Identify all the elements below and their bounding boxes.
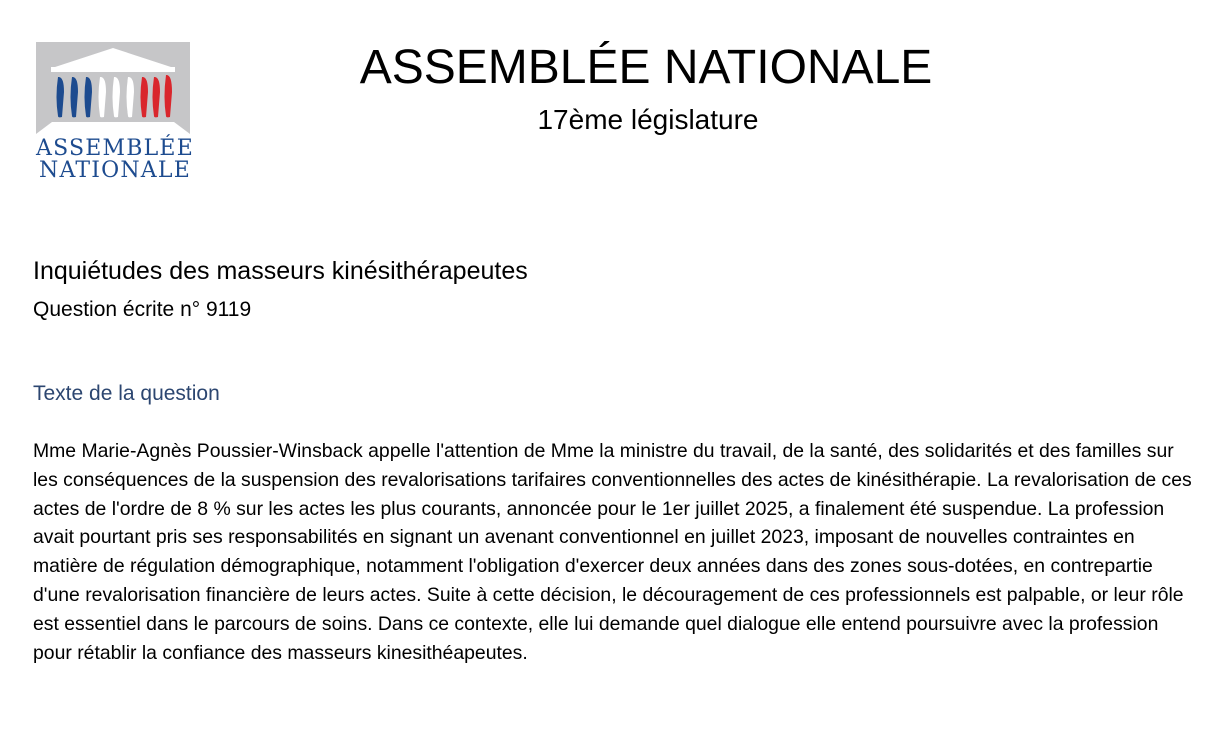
logo-wordmark	[35, 138, 195, 182]
legislature-subtitle: 17ème législature	[537, 104, 759, 135]
page-title: ASSEMBLÉE NATIONALE	[359, 41, 933, 94]
section-heading-question-text: Texte de la question	[33, 382, 220, 405]
question-body-text: Mme Marie-Agnès Poussier-Winsback appelle l'attention de Mme la ministre du travail, de la santé, des solidarités et des familles sur les conséquences de la suspension des revalorisations tarifaires conventionnelles des actes de kinésithérapie. La revalorisation de ces actes de l'ordre de 8 % sur les actes les plus courants, annoncée pour le 1er juillet 2025, a finalement été suspendue. La profession avait pourtant pris ses responsabilités en signant un avenant conventionnel en juillet 2023, imposant de nouvelles contraintes en matière de régulation démographique, notamment l'obligation d'exercer deux années dans des zones sous-dotées, en contrepartie d'une revalorisation financière de leurs actes. Suite à cette décision, le découragement de ces professionnels est palpable, or leur rôle est essentiel dans le parcours de soins. Dans ce contexte, elle lui demande quel dialogue elle entend poursuivre avec la profession pour rétablir la confiance des masseurs kinesithéapeutes.	[33, 440, 1192, 664]
logo-line-2: NATIONALE	[39, 158, 191, 183]
logo-line-1: ASSEMBLÉE	[36, 136, 194, 161]
question-title: Inquiétudes des masseurs kinésithérapeutes	[33, 257, 528, 285]
question-number: Question écrite n° 9119	[33, 298, 252, 321]
